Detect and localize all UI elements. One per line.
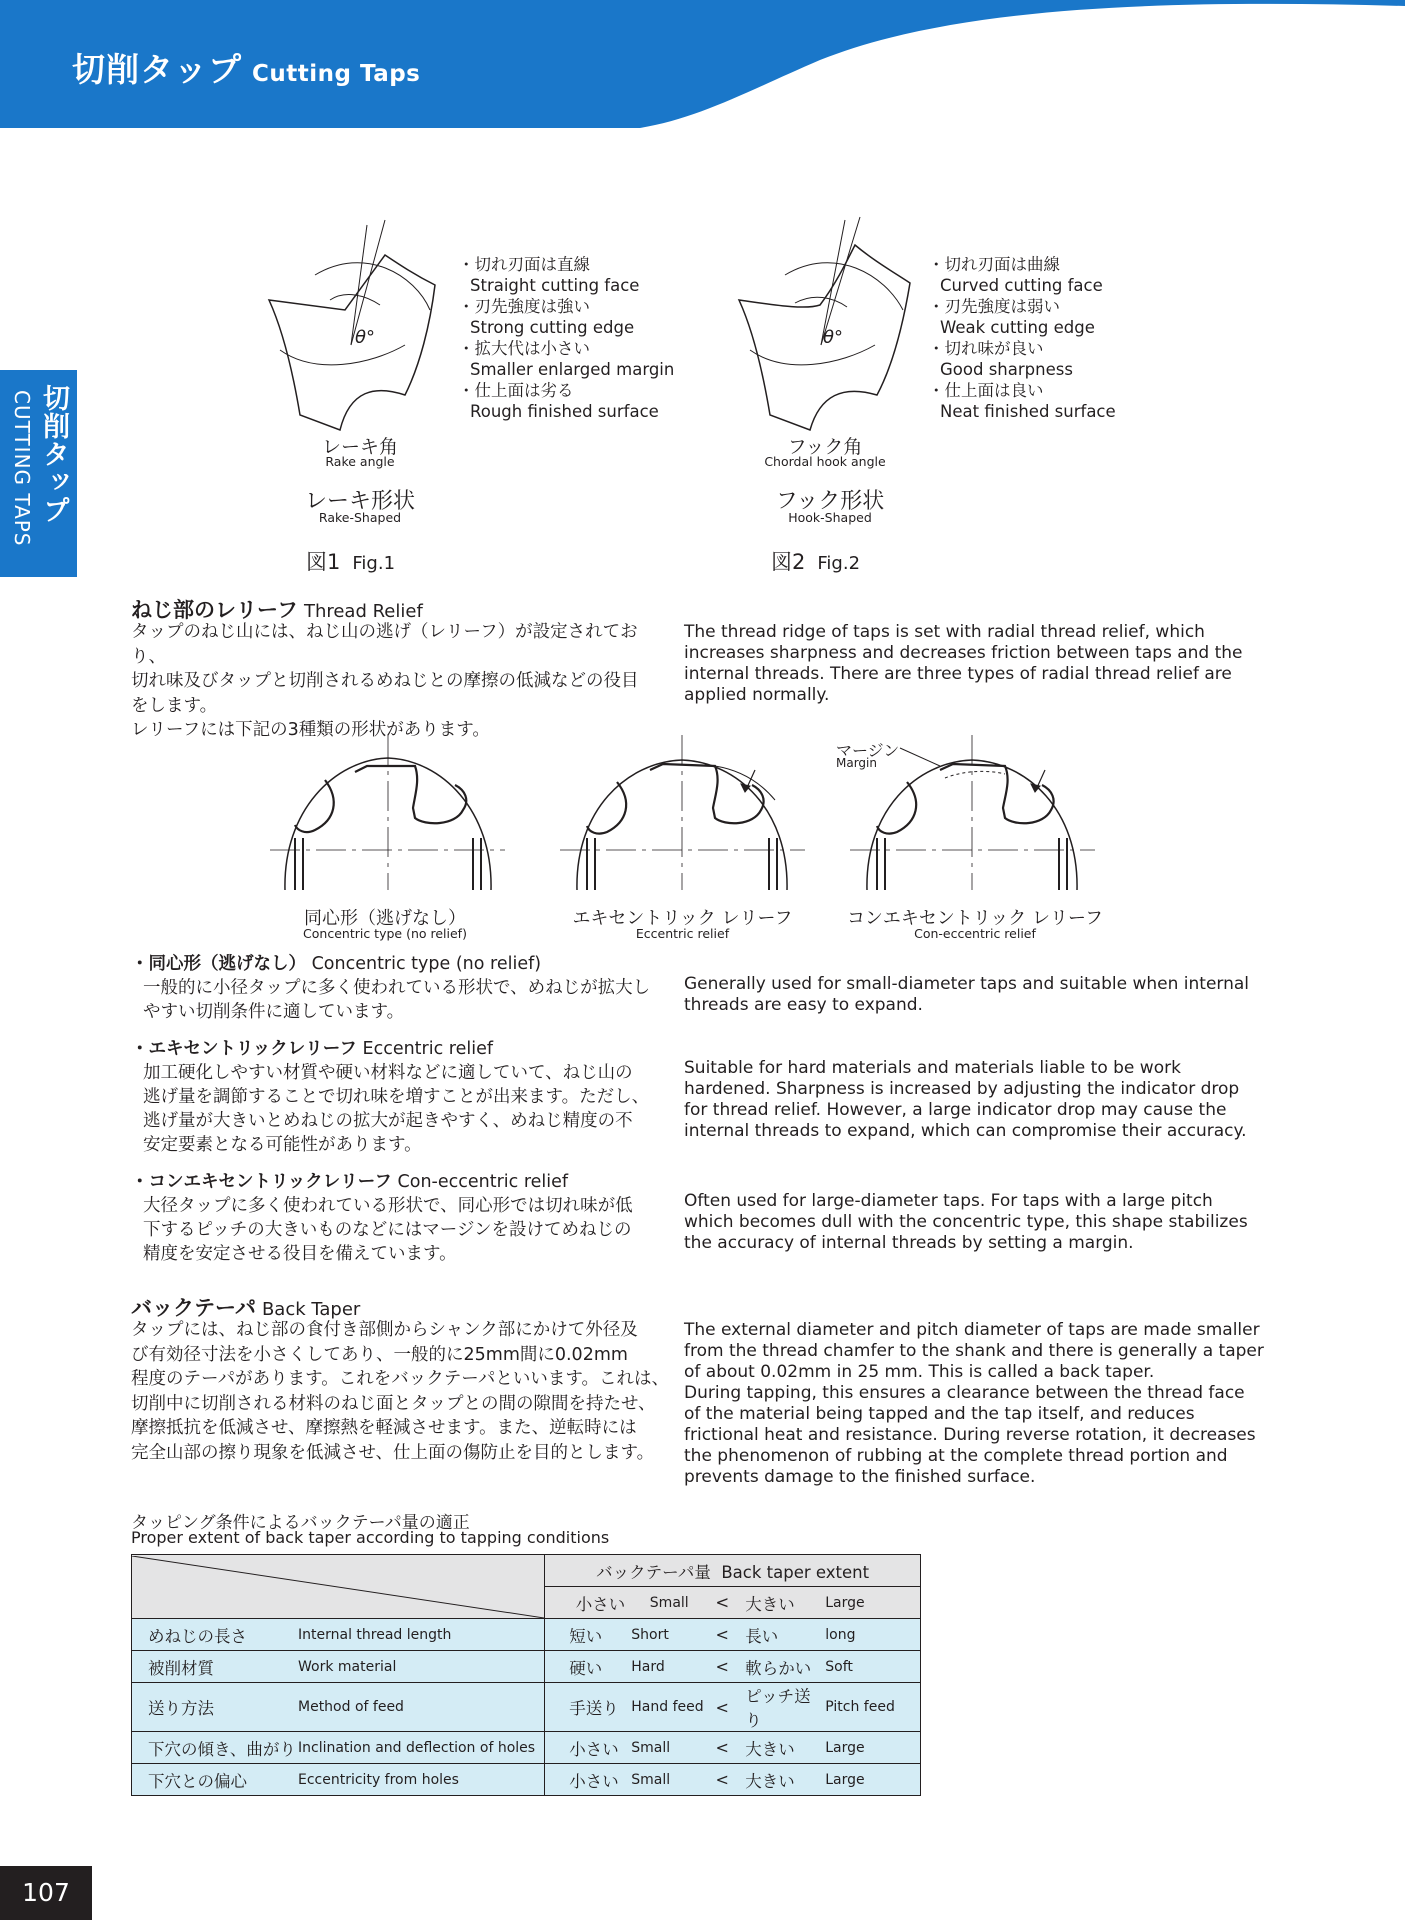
list-item: ・刃先強度は強い Strong cutting edge bbox=[458, 297, 635, 337]
table-row: めねじの長さ Internal thread length 短い Short < 長い long bbox=[132, 1619, 921, 1651]
diagram-caption-en: Con-eccentric relief bbox=[914, 926, 1036, 941]
margin-label-jp: マージン bbox=[836, 741, 900, 760]
diagram-caption-en: Eccentric relief bbox=[635, 926, 730, 941]
fig1-label: 図1 Fig.1 bbox=[306, 550, 396, 574]
table-row: 送り方法 Method of feed 手送り Hand feed < ピッチ送り Pitch feed bbox=[132, 1683, 921, 1732]
table-row: 下穴の傾き、曲がり Inclination and deflection of holes 小さい Small < 大きい Large bbox=[132, 1732, 921, 1764]
fig2-angle-jp: フック角 bbox=[787, 436, 863, 458]
diagram-caption-en: Concentric type (no relief) bbox=[303, 926, 467, 941]
list-item: ・切れ刃面は曲線 Curved cutting face bbox=[928, 255, 1103, 295]
table-header-cell: バックテーパ量 Back taper extent bbox=[545, 1555, 921, 1587]
side-tab-en: CUTTING TAPS bbox=[10, 390, 34, 547]
fig2-label: 図2 Fig.2 bbox=[771, 550, 861, 574]
list-item: ・刃先強度は弱い Weak cutting edge bbox=[928, 297, 1095, 337]
back-taper-jp: タップには、ねじ部の食付き部側からシャンク部にかけて外径及 び有効径寸法を小さくしてあり、一般的に25mm間に0.02mm 程度のテーパがあります。これをバックテーパといいます。これは、 切削中に切削される材料のねじ面とタップとの間の隙間を持たせ、 摩擦抵抗を低減させ、摩擦熱を軽減させます。また、逆転時には 完全山部の擦り現象を低減させ、仕上面の傷防止を目的とします。 bbox=[131, 1320, 669, 1463]
table-header-row bbox=[132, 1555, 921, 1587]
table-row: 下穴との偏心 Eccentricity from holes 小さい Small < 大きい Large bbox=[132, 1764, 921, 1796]
diagram-caption-jp: 同心形（逃げなし） bbox=[304, 908, 466, 929]
concentric-relief-diagram bbox=[265, 730, 510, 890]
list-item: ・仕上面は劣る Rough finished surface bbox=[458, 381, 659, 421]
diagram-caption-jp: エキセントリック レリーフ bbox=[572, 908, 793, 929]
concentric-description-en: Generally used for small-diameter taps and suitable when internal threads are easy to expand. bbox=[684, 974, 1250, 1015]
fig2-shape-en: Hook-Shaped bbox=[788, 510, 872, 525]
fig1-theta: θ° bbox=[355, 327, 376, 348]
table-title-en: Proper extent of back taper according to tapping conditions bbox=[131, 1528, 610, 1547]
table-row: 被削材質 Work material 硬い Hard < 軟らかい Soft bbox=[132, 1651, 921, 1683]
back-taper-heading: バックテーパ Back Taper bbox=[131, 1296, 361, 1320]
diagram-caption-jp: コンエキセントリック レリーフ bbox=[846, 908, 1104, 929]
fig2-shape-jp: フック形状 bbox=[775, 489, 885, 514]
table-scale-cell: 小さい Small < 大きい Large bbox=[545, 1587, 921, 1619]
con-eccentric-description-jp: ・コンエキセントリックレリーフ Con-eccentric relief 大径タップに多く使われている形状で、同心形では切れ味が低 下するピッチの大きいものなどにはマージンを設けてめねじの 精度を安定させる役目を備えています。 bbox=[131, 1172, 633, 1264]
thread-relief-jp: タップのねじ山には、ねじ山の逃げ（レリーフ）が設定されており、 切れ味及びタップと切削されるめねじとの摩擦の低減などの役目 をします。 レリーフには下記の3種類の形状があります。 bbox=[131, 622, 639, 740]
concentric-description-jp: ・同心形（逃げなし） Concentric type (no relief) 一般的に小径タップに多く使われている形状で、めねじが拡大し やすい切削条件に適しています。 bbox=[131, 954, 651, 1022]
table-title-jp: タッピング条件によるバックテーパ量の適正 bbox=[131, 1513, 470, 1533]
back-taper-table bbox=[131, 1554, 921, 1796]
back-taper-en: The external diameter and pitch diameter of taps are made smaller from the thread chamfer to the shank and there is generally a taper of about 0.02mm in 25 mm. This is called a back taper. During tapping, this ensures a clearance between the thread face of the material being tapped and the tap itself, and reduces frictional heat and resistance. During reverse rotation, it decreases the phenomenon of rubbing at the complete thread portion and prevents damage to the finished surface. bbox=[684, 1320, 1264, 1487]
fig2-theta: θ° bbox=[823, 327, 844, 348]
con-eccentric-description-en: Often used for large-diameter taps. For taps with a large pitch which becomes dull with the concentric type, this shape stabilizes the accuracy of internal threads by setting a margin. bbox=[684, 1191, 1248, 1253]
page-title-jp: 切削タップ bbox=[72, 50, 242, 89]
fig2-angle-en: Chordal hook angle bbox=[764, 454, 886, 469]
table-corner-cell bbox=[132, 1555, 545, 1619]
list-item: ・切れ味が良い Good sharpness bbox=[928, 339, 1073, 379]
list-item: ・仕上面は良い Neat finished surface bbox=[928, 381, 1116, 421]
fig1-shape-jp: レーキ形状 bbox=[304, 489, 415, 514]
fig2-bullets bbox=[928, 254, 1168, 422]
fig1-angle-jp: レーキ角 bbox=[321, 436, 398, 458]
page-title-en: Cutting Taps bbox=[252, 61, 421, 87]
fig1-bullets bbox=[458, 254, 698, 422]
fig1-shape-en: Rake-Shaped bbox=[318, 510, 402, 525]
list-item: ・拡大代は小さい Smaller enlarged margin bbox=[458, 339, 675, 379]
thread-relief-en: The thread ridge of taps is set with radial thread relief, which increases sharpness and decreases friction between taps and the internal threads. There are three types of radial thread relief are applied normally. bbox=[684, 622, 1243, 705]
side-tab-jp: 切削タップ bbox=[38, 384, 69, 524]
fig1-angle-en: Rake angle bbox=[325, 454, 395, 469]
eccentric-description-jp: ・エキセントリックレリーフ Eccentric relief 加工硬化しやすい材質や硬い材料などに適していて、ねじ山の 逃げ量を調節することで切れ味を増すことが出来ます。ただし、 逃げ量が大きいとめねじの拡大が起きやすく、めねじ精度の不 安定要素となる可能性があります。 bbox=[131, 1039, 650, 1155]
page-number: 107 bbox=[0, 1866, 92, 1920]
eccentric-relief-diagram bbox=[555, 730, 810, 890]
page-title bbox=[72, 44, 420, 91]
eccentric-description-en: Suitable for hard materials and materials liable to be work hardened. Sharpness is increased by adjusting the indicator drop for thread relief. However, a large indicator drop may cause the internal threads to expand, which can compromise their accuracy. bbox=[684, 1058, 1247, 1141]
list-item: ・切れ刃面は直線 Straight cutting face bbox=[458, 255, 640, 295]
margin-label-en: Margin bbox=[836, 756, 877, 770]
thread-relief-heading: ねじ部のレリーフ Thread Relief bbox=[131, 598, 423, 622]
side-tab bbox=[0, 370, 77, 577]
